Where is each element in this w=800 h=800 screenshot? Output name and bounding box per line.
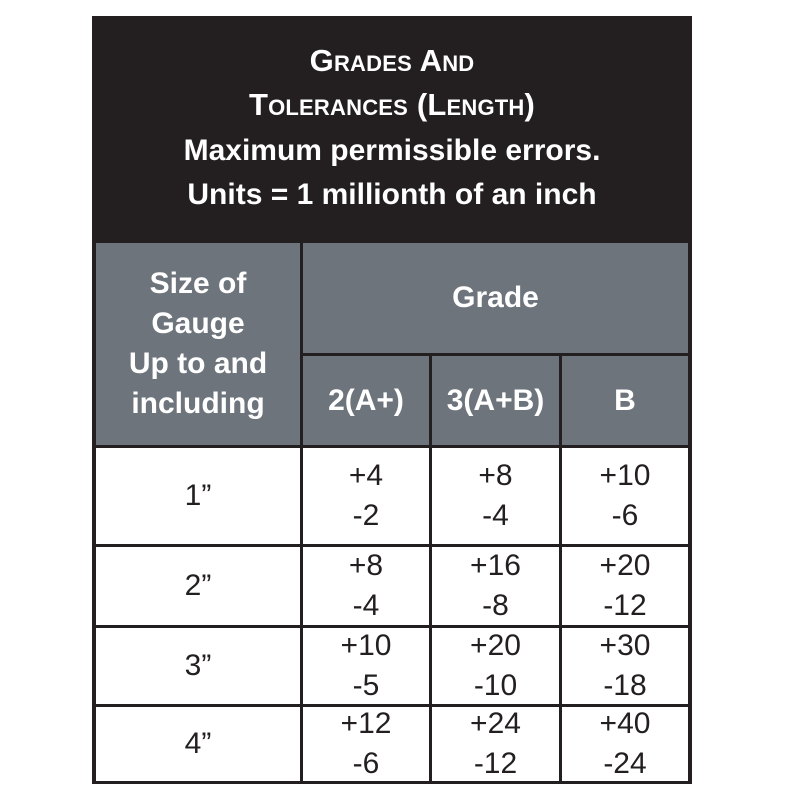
tolerance-cell xyxy=(432,448,559,544)
upper-tolerance: +10 xyxy=(340,629,392,662)
grade-3-header xyxy=(432,356,559,445)
upper-tolerance: +4 xyxy=(348,459,384,492)
lower-tolerance: -6 xyxy=(611,499,639,532)
tolerance-cell xyxy=(562,628,688,704)
grade-label: B xyxy=(614,383,636,417)
grade-label: 3(A+B) xyxy=(446,383,545,417)
upper-tolerance: +24 xyxy=(470,707,521,740)
upper-tolerance: +8 xyxy=(478,459,513,492)
upper-tolerance: +40 xyxy=(599,707,651,740)
size-header-line: including xyxy=(131,387,265,420)
tolerance-cell xyxy=(432,628,559,704)
grade-b-header xyxy=(562,356,688,445)
tolerance-cell xyxy=(562,707,688,781)
tolerance-cell xyxy=(303,707,429,781)
lower-tolerance: -4 xyxy=(352,589,380,622)
size-cell-1 xyxy=(96,448,300,544)
tolerance-cell xyxy=(562,547,688,625)
grade-header-label: Grade xyxy=(452,281,539,314)
size-value: 3” xyxy=(184,649,212,682)
tolerance-table xyxy=(92,16,692,784)
lower-tolerance: -24 xyxy=(603,747,647,780)
size-of-gauge-header xyxy=(96,243,300,445)
lower-tolerance: -2 xyxy=(352,499,380,532)
size-header-line: Size of xyxy=(149,267,247,300)
lower-tolerance: -12 xyxy=(473,747,518,780)
lower-tolerance: -5 xyxy=(352,669,380,702)
tolerance-cell xyxy=(432,707,559,781)
size-header-line: Gauge xyxy=(151,307,245,340)
size-value: 2” xyxy=(184,569,212,602)
title-line-2: Tolerances (Length) xyxy=(248,87,536,122)
tolerance-cell xyxy=(303,628,429,704)
grade-header xyxy=(303,243,688,353)
size-cell-3 xyxy=(96,628,300,704)
upper-tolerance: +20 xyxy=(470,629,521,662)
title-line-3: Maximum permissible errors. xyxy=(183,134,601,167)
size-value: 4” xyxy=(184,727,212,760)
table-title xyxy=(92,16,692,240)
tolerance-cell xyxy=(432,547,559,625)
size-value: 1” xyxy=(184,479,212,512)
tolerance-cell xyxy=(562,448,688,544)
lower-tolerance: -4 xyxy=(482,499,509,532)
upper-tolerance: +16 xyxy=(470,549,521,582)
grade-2-header xyxy=(303,356,429,445)
upper-tolerance: +20 xyxy=(599,549,651,582)
lower-tolerance: -8 xyxy=(482,589,509,622)
lower-tolerance: -10 xyxy=(473,669,518,702)
tolerance-cell xyxy=(303,448,429,544)
lower-tolerance: -12 xyxy=(603,589,647,622)
size-cell-4 xyxy=(96,707,300,781)
tolerance-cell xyxy=(303,547,429,625)
size-cell-2 xyxy=(96,547,300,625)
upper-tolerance: +12 xyxy=(340,707,392,740)
lower-tolerance: -6 xyxy=(352,747,380,780)
size-header-line: Up to and xyxy=(128,347,268,380)
upper-tolerance: +8 xyxy=(348,549,384,582)
lower-tolerance: -18 xyxy=(603,669,647,702)
title-line-4: Units = 1 millionth of an inch xyxy=(187,178,597,211)
title-line-1: Grades And xyxy=(309,43,475,78)
upper-tolerance: +10 xyxy=(599,459,651,492)
grade-label: 2(A+) xyxy=(328,383,404,417)
upper-tolerance: +30 xyxy=(599,629,651,662)
